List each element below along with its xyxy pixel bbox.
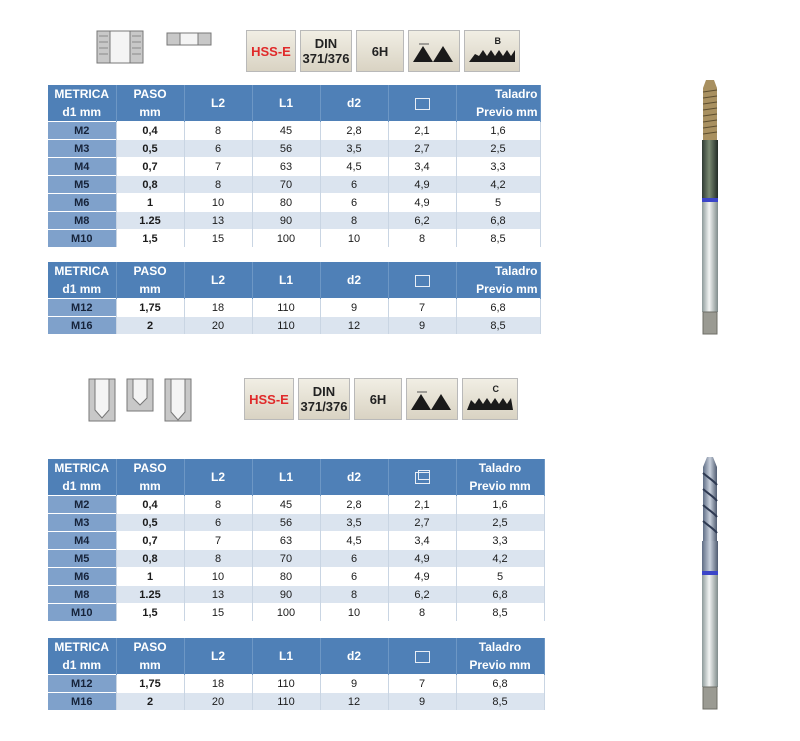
spiral-flute-tap-icon <box>690 455 730 716</box>
cell-l1: 70 <box>252 176 320 194</box>
col-d2: d2 <box>320 638 388 675</box>
cell-square: 9 <box>388 693 456 711</box>
cell-paso: 0,7 <box>116 158 184 176</box>
standard-label-line2: 371/376 <box>302 51 350 66</box>
cell-l2: 6 <box>184 140 252 158</box>
cell-metrica: M3 <box>48 514 116 532</box>
table-row <box>48 194 540 212</box>
cell-metrica: M12 <box>48 299 116 317</box>
cell-l1: 63 <box>252 532 320 550</box>
cell-l2: 7 <box>184 158 252 176</box>
material-label: HSS-E <box>249 391 289 407</box>
table-row <box>48 140 540 158</box>
col-l1: L1 <box>252 459 320 496</box>
square-shank-icon <box>388 638 456 675</box>
cell-square: 7 <box>388 299 456 317</box>
cell-metrica: M5 <box>48 550 116 568</box>
tap-form-icon <box>462 378 518 420</box>
cell-metrica: M6 <box>48 194 116 212</box>
cell-square: 4,9 <box>388 568 456 586</box>
standard-badge <box>298 378 350 420</box>
cell-taladro: 2,5 <box>456 514 544 532</box>
cell-d2: 9 <box>320 299 388 317</box>
cell-paso: 0,7 <box>116 532 184 550</box>
cell-l2: 18 <box>184 299 252 317</box>
cell-l1: 110 <box>252 675 320 693</box>
cell-l1: 100 <box>252 230 320 248</box>
cell-l2: 10 <box>184 568 252 586</box>
cell-paso: 1 <box>116 194 184 212</box>
cell-metrica: M8 <box>48 212 116 230</box>
cell-taladro: 8,5 <box>456 604 544 622</box>
cell-square: 2,1 <box>388 496 456 514</box>
table-row <box>48 514 544 532</box>
col-paso: PASO mm <box>116 459 184 496</box>
cell-d2: 3,5 <box>320 514 388 532</box>
col-l2: L2 <box>184 262 252 299</box>
cell-paso: 2 <box>116 693 184 711</box>
cell-square: 8 <box>388 604 456 622</box>
cell-square: 9 <box>388 317 456 335</box>
cell-l2: 13 <box>184 212 252 230</box>
col-l2: L2 <box>184 459 252 496</box>
cell-metrica: M5 <box>48 176 116 194</box>
col-l1: L1 <box>252 262 320 299</box>
cell-taladro: 6,8 <box>456 675 544 693</box>
cell-l1: 63 <box>252 158 320 176</box>
cell-l2: 20 <box>184 317 252 335</box>
cell-l2: 10 <box>184 194 252 212</box>
cell-paso: 1,5 <box>116 230 184 248</box>
cell-metrica: M12 <box>48 675 116 693</box>
tap-form-label: B <box>494 36 501 46</box>
spec-table <box>48 459 545 621</box>
cell-taladro: 4,2 <box>456 176 540 194</box>
cell-paso: 0,5 <box>116 140 184 158</box>
cell-square: 8 <box>388 230 456 248</box>
cell-d2: 6 <box>320 194 388 212</box>
tap-form-label: C <box>492 384 499 394</box>
cell-metrica: M4 <box>48 532 116 550</box>
square-shank-icon <box>388 262 456 299</box>
cell-paso: 2 <box>116 317 184 335</box>
cell-l1: 70 <box>252 550 320 568</box>
cell-d2: 4,5 <box>320 532 388 550</box>
table-row <box>48 586 544 604</box>
thread-profile-icon <box>406 378 458 420</box>
cell-metrica: M2 <box>48 496 116 514</box>
cell-d2: 9 <box>320 675 388 693</box>
cell-d2: 6 <box>320 568 388 586</box>
tolerance-badge <box>356 30 404 72</box>
cell-metrica: M2 <box>48 122 116 140</box>
short-through-hole-icon <box>166 32 212 51</box>
table-row <box>48 158 540 176</box>
cell-paso: 1,75 <box>116 675 184 693</box>
tap-form-icon <box>464 30 520 72</box>
material-badge <box>246 30 296 72</box>
spec-table <box>48 262 541 334</box>
table-row <box>48 212 540 230</box>
cell-l1: 110 <box>252 317 320 335</box>
cell-l1: 110 <box>252 299 320 317</box>
cell-l2: 8 <box>184 122 252 140</box>
cell-taladro: 3,3 <box>456 158 540 176</box>
cell-l2: 15 <box>184 230 252 248</box>
cell-taladro: 6,8 <box>456 586 544 604</box>
cell-taladro: 8,5 <box>456 317 540 335</box>
standard-label-line1: DIN <box>314 36 338 51</box>
cell-square: 3,4 <box>388 532 456 550</box>
blind-hole-icon <box>88 378 196 429</box>
cell-paso: 1.25 <box>116 586 184 604</box>
cell-l2: 20 <box>184 693 252 711</box>
col-d2: d2 <box>320 459 388 496</box>
cell-metrica: M10 <box>48 604 116 622</box>
cell-square: 4,9 <box>388 550 456 568</box>
cell-l1: 56 <box>252 514 320 532</box>
cell-d2: 8 <box>320 212 388 230</box>
cell-metrica: M16 <box>48 317 116 335</box>
cell-d2: 4,5 <box>320 158 388 176</box>
cell-l1: 100 <box>252 604 320 622</box>
cell-l2: 8 <box>184 550 252 568</box>
cell-square: 4,9 <box>388 194 456 212</box>
col-paso: PASO mm <box>116 262 184 299</box>
cell-l2: 7 <box>184 532 252 550</box>
cell-l2: 8 <box>184 176 252 194</box>
spiral-point-tap-icon <box>690 78 730 341</box>
table-row <box>48 496 544 514</box>
col-taladro: Taladro Previo mm <box>456 638 544 675</box>
col-paso: PASO mm <box>116 638 184 675</box>
cell-d2: 8 <box>320 586 388 604</box>
cell-l1: 45 <box>252 122 320 140</box>
col-metrica: METRICA d1 mm <box>48 85 116 122</box>
cell-paso: 0,5 <box>116 514 184 532</box>
cell-taladro: 6,8 <box>456 212 540 230</box>
col-taladro: Taladro Previo mm <box>456 262 540 299</box>
cell-metrica: M10 <box>48 230 116 248</box>
table-row <box>48 675 544 693</box>
square-shank-icon <box>388 459 456 496</box>
table-row <box>48 693 544 711</box>
cell-taladro: 6,8 <box>456 299 540 317</box>
col-d2: d2 <box>320 85 388 122</box>
cell-square: 4,9 <box>388 176 456 194</box>
col-metrica: METRICA d1 mm <box>48 638 116 675</box>
cell-metrica: M16 <box>48 693 116 711</box>
table-row <box>48 317 540 335</box>
cell-square: 2,7 <box>388 140 456 158</box>
cell-l1: 45 <box>252 496 320 514</box>
cell-d2: 2,8 <box>320 496 388 514</box>
col-taladro: Taladro Previo mm <box>456 459 544 496</box>
cell-d2: 3,5 <box>320 140 388 158</box>
cell-d2: 12 <box>320 693 388 711</box>
col-metrica: METRICA d1 mm <box>48 459 116 496</box>
spec-table <box>48 85 541 247</box>
cell-l2: 15 <box>184 604 252 622</box>
tolerance-label: 6H <box>371 43 389 59</box>
table-row <box>48 568 544 586</box>
tolerance-badge <box>354 378 402 420</box>
cell-d2: 10 <box>320 230 388 248</box>
cell-square: 2,7 <box>388 514 456 532</box>
standard-badge <box>300 30 352 72</box>
cell-d2: 6 <box>320 550 388 568</box>
standard-label-line1: DIN <box>312 384 336 399</box>
through-hole-icon <box>96 30 144 69</box>
cell-metrica: M3 <box>48 140 116 158</box>
cell-taladro: 2,5 <box>456 140 540 158</box>
table-row <box>48 550 544 568</box>
col-l2: L2 <box>184 638 252 675</box>
material-badge <box>244 378 294 420</box>
table-row <box>48 230 540 248</box>
cell-paso: 0,4 <box>116 122 184 140</box>
col-l1: L1 <box>252 638 320 675</box>
standard-label-line2: 371/376 <box>300 399 348 414</box>
cell-l1: 80 <box>252 194 320 212</box>
cell-square: 2,1 <box>388 122 456 140</box>
cell-square: 6,2 <box>388 212 456 230</box>
cell-l1: 110 <box>252 693 320 711</box>
table-row <box>48 604 544 622</box>
cell-taladro: 4,2 <box>456 550 544 568</box>
cell-taladro: 8,5 <box>456 693 544 711</box>
spec-badges <box>246 30 520 74</box>
cell-square: 3,4 <box>388 158 456 176</box>
table-row <box>48 122 540 140</box>
cell-d2: 2,8 <box>320 122 388 140</box>
cell-paso: 1,75 <box>116 299 184 317</box>
cell-paso: 1.25 <box>116 212 184 230</box>
cell-paso: 0,4 <box>116 496 184 514</box>
col-d2: d2 <box>320 262 388 299</box>
spec-badges <box>244 378 518 422</box>
table-row <box>48 176 540 194</box>
cell-square: 6,2 <box>388 586 456 604</box>
cell-square: 7 <box>388 675 456 693</box>
cell-paso: 0,8 <box>116 550 184 568</box>
cell-l2: 6 <box>184 514 252 532</box>
cell-taladro: 5 <box>456 194 540 212</box>
table-row <box>48 532 544 550</box>
square-shank-icon <box>388 85 456 122</box>
cell-l2: 13 <box>184 586 252 604</box>
cell-l1: 90 <box>252 586 320 604</box>
cell-l1: 90 <box>252 212 320 230</box>
col-metrica: METRICA d1 mm <box>48 262 116 299</box>
cell-taladro: 8,5 <box>456 230 540 248</box>
cell-d2: 6 <box>320 176 388 194</box>
cell-metrica: M6 <box>48 568 116 586</box>
cell-paso: 0,8 <box>116 176 184 194</box>
cell-l1: 80 <box>252 568 320 586</box>
cell-paso: 1,5 <box>116 604 184 622</box>
cell-taladro: 1,6 <box>456 122 540 140</box>
cell-paso: 1 <box>116 568 184 586</box>
cell-taladro: 1,6 <box>456 496 544 514</box>
cell-l1: 56 <box>252 140 320 158</box>
cell-d2: 12 <box>320 317 388 335</box>
col-l1: L1 <box>252 85 320 122</box>
cell-taladro: 5 <box>456 568 544 586</box>
tolerance-label: 6H <box>369 391 387 407</box>
cell-metrica: M4 <box>48 158 116 176</box>
col-l2: L2 <box>184 85 252 122</box>
cell-d2: 10 <box>320 604 388 622</box>
table-row <box>48 299 540 317</box>
cell-metrica: M8 <box>48 586 116 604</box>
thread-profile-icon <box>408 30 460 72</box>
cell-taladro: 3,3 <box>456 532 544 550</box>
col-taladro: Taladro Previo mm <box>456 85 540 122</box>
material-label: HSS-E <box>251 43 291 59</box>
cell-l2: 18 <box>184 675 252 693</box>
col-paso: PASO mm <box>116 85 184 122</box>
spec-table <box>48 638 545 710</box>
cell-l2: 8 <box>184 496 252 514</box>
